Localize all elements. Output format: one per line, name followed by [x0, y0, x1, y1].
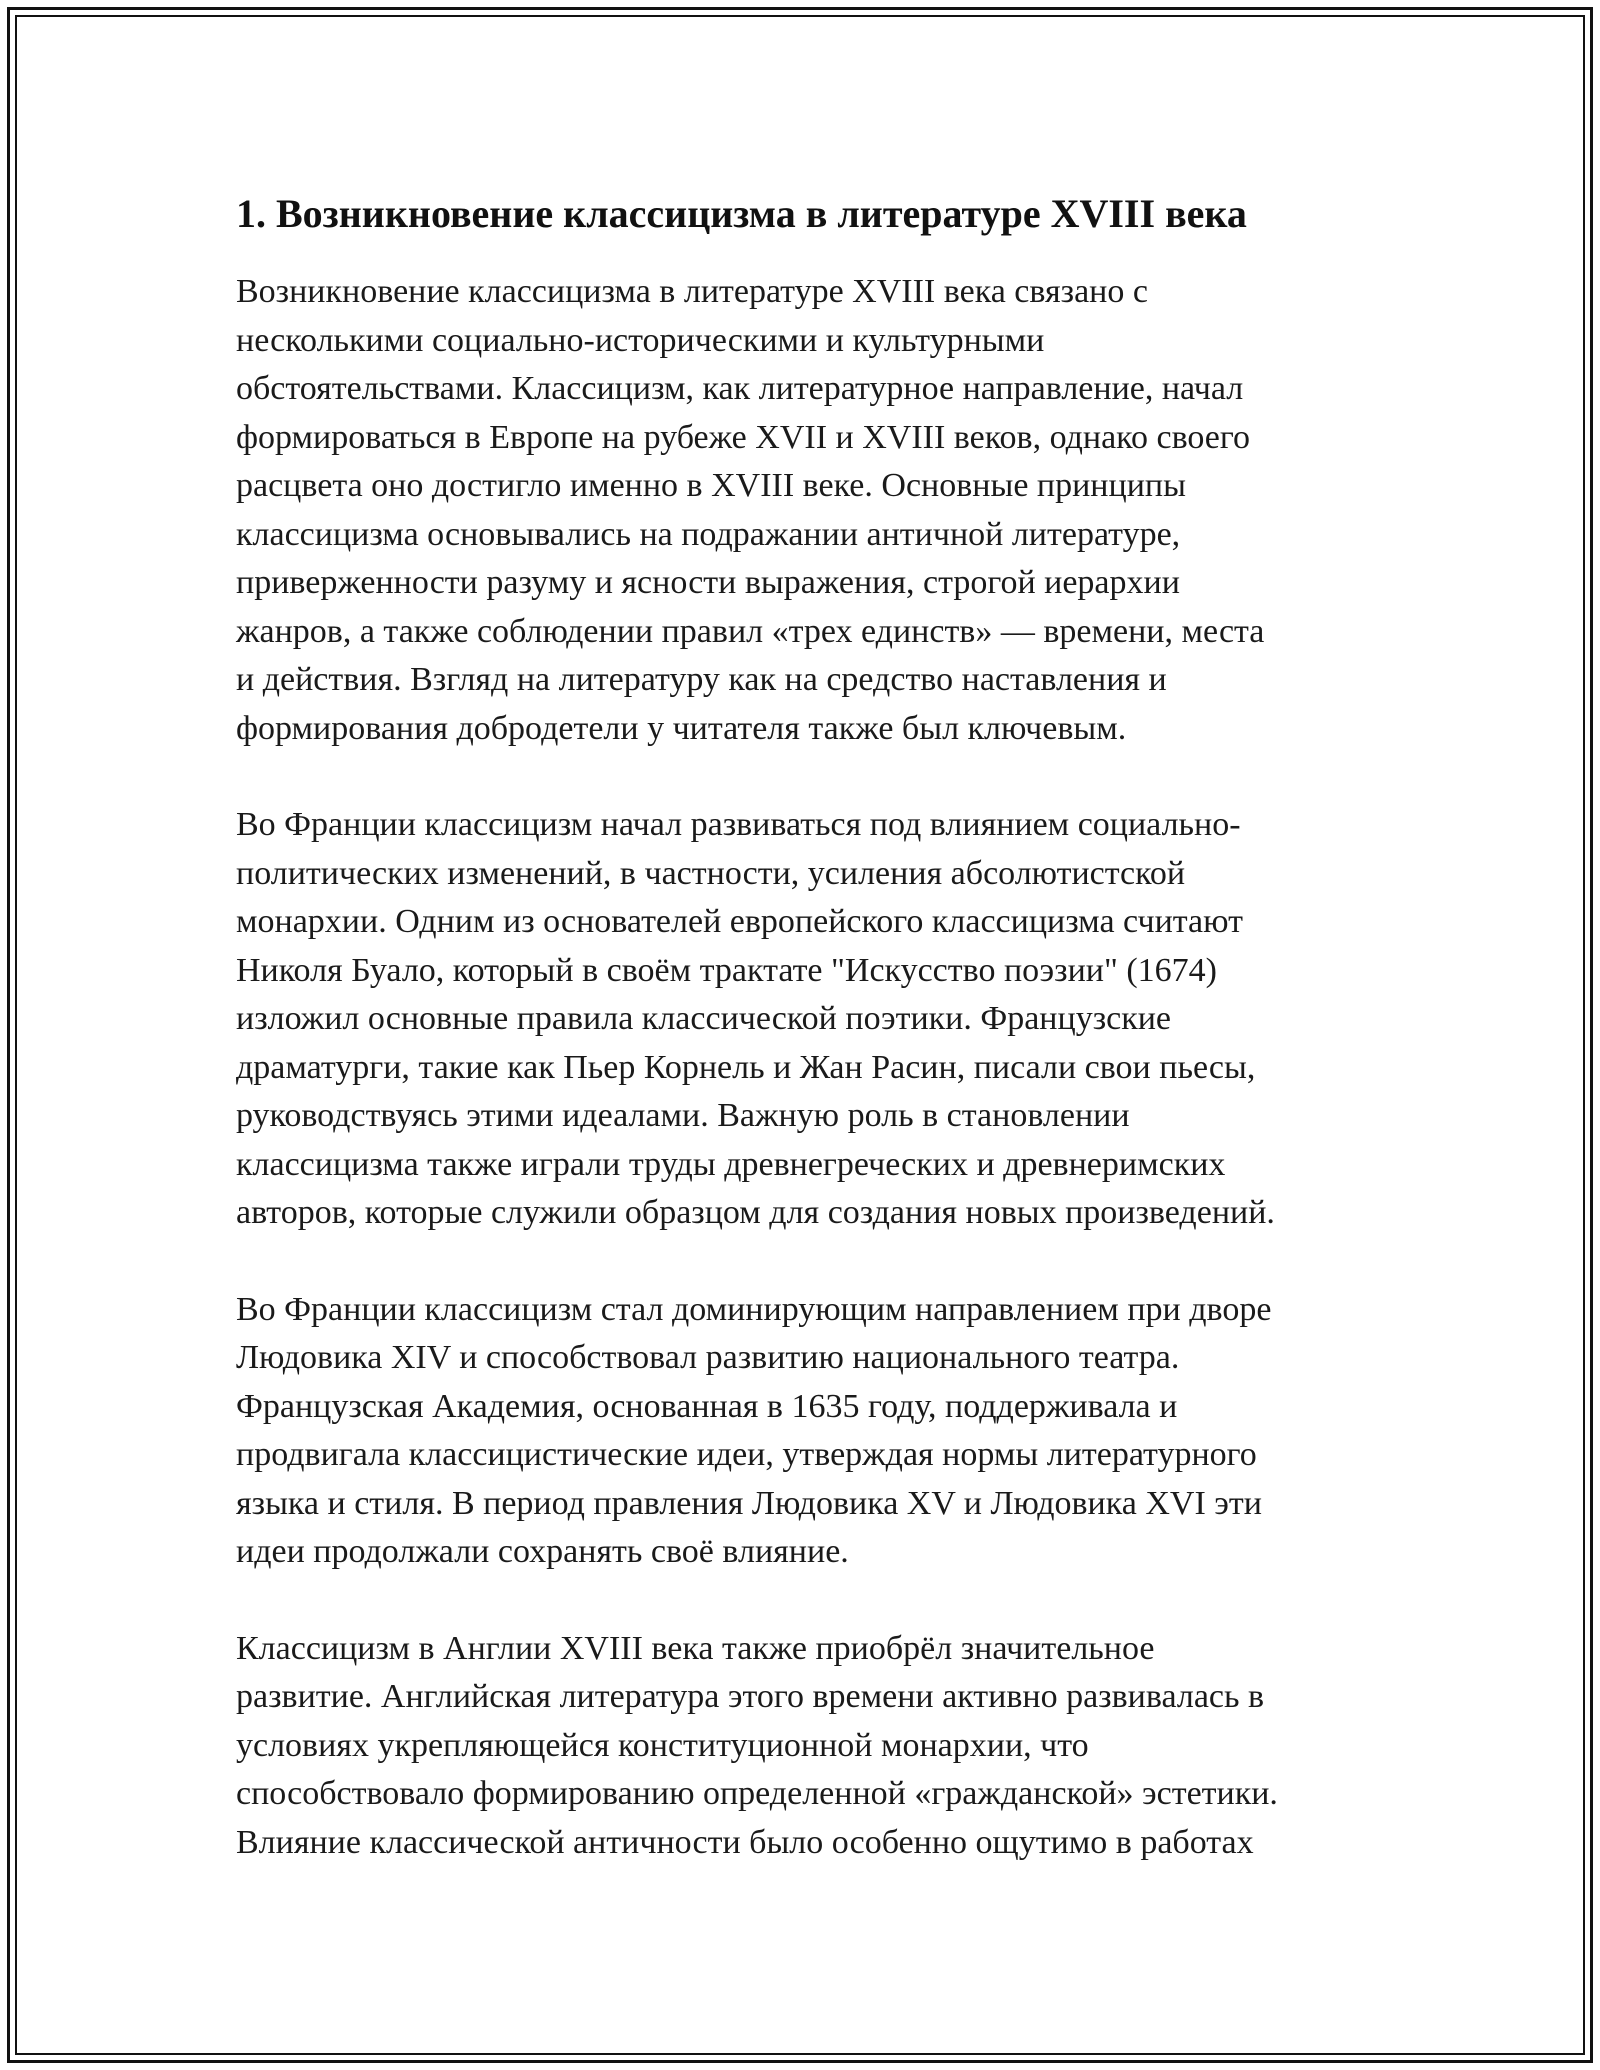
text-line: жанров, а также соблюдении правил «трех единств» — времени, места: [236, 612, 1265, 650]
text-line: условиях укрепляющейся конституционной монархии, что: [236, 1726, 1089, 1764]
text-line: способствовало формированию определенной «гражданской» эстетики.: [236, 1775, 1278, 1812]
text-line: расцвета оно достигло именно в XVIII веке. Основные принципы: [236, 467, 1186, 504]
text-line: драматурги, такие как Пьер Корнель и Жан Расин, писали свои пьесы,: [236, 1048, 1256, 1086]
text-line: Французская Академия, основанная в 1635 году, поддерживала и: [236, 1387, 1178, 1425]
text-line: Людовика XIV и способствовал развитию национального театра.: [236, 1339, 1180, 1376]
text-line: несколькими социально-историческими и культурными: [236, 321, 1045, 359]
paragraph-france-development: [236, 801, 1366, 1238]
text-line: обстоятельствами. Классицизм, как литературное направление, начал: [236, 370, 1244, 407]
text-line: монархии. Одним из основателей европейского классицизма считают: [236, 903, 1243, 940]
text-line: продвигала классицистические идеи, утверждая нормы литературного: [236, 1436, 1257, 1473]
text-line: авторов, которые служили образцом для создания новых произведений.: [236, 1194, 1275, 1231]
text-line: Во Франции классицизм начал развиваться под влиянием социально-: [236, 806, 1241, 843]
text-line: классицизма основывались на подражании античной литературе,: [236, 515, 1181, 553]
text-line: руководствуясь этими идеалами. Важную роль в становлении: [236, 1097, 1130, 1134]
paragraph-origins: [236, 268, 1366, 753]
text-line: Классицизм в Англии XVIII века также приобрёл значительное: [236, 1629, 1155, 1667]
text-line: Во Франции классицизм стал доминирующим направлением при дворе: [236, 1290, 1272, 1328]
document-body: [236, 186, 1366, 1915]
text-line: идеи продолжали сохранять своё влияние.: [236, 1533, 849, 1570]
paragraph-england: [236, 1625, 1366, 1868]
text-line: языка и стиля. В период правления Людовика XV и Людовика XVI эти: [236, 1484, 1262, 1522]
text-line: приверженности разуму и ясности выражения, строгой иерархии: [236, 564, 1180, 601]
text-line: формирования добродетели у читателя также был ключевым.: [236, 709, 1127, 747]
section-heading: 1. Возникновение классицизма в литературе XVIII века: [236, 191, 1247, 236]
text-line: Николя Буало, который в своём трактате "Искусство поэзии" (1674): [236, 951, 1217, 989]
text-line: изложил основные правила классической поэтики. Французские: [236, 1000, 1172, 1037]
text-line: Влияние классической античности было особенно ощутимо в работах: [236, 1823, 1254, 1861]
text-line: формироваться в Европе на рубеже XVII и XVIII веков, однако своего: [236, 418, 1250, 456]
text-line: Возникновение классицизма в литературе XVIII века связано с: [236, 273, 1148, 310]
text-line: развитие. Английская литература этого времени активно развивалась в: [236, 1678, 1265, 1715]
text-line: классицизма также играли труды древнегреческих и древнеримских: [236, 1145, 1226, 1183]
text-line: и действия. Взгляд на литературу как на средство наставления и: [236, 661, 1167, 698]
paragraph-france-court: [236, 1286, 1366, 1577]
text-line: политических изменений, в частности, усиления абсолютистской: [236, 854, 1186, 892]
